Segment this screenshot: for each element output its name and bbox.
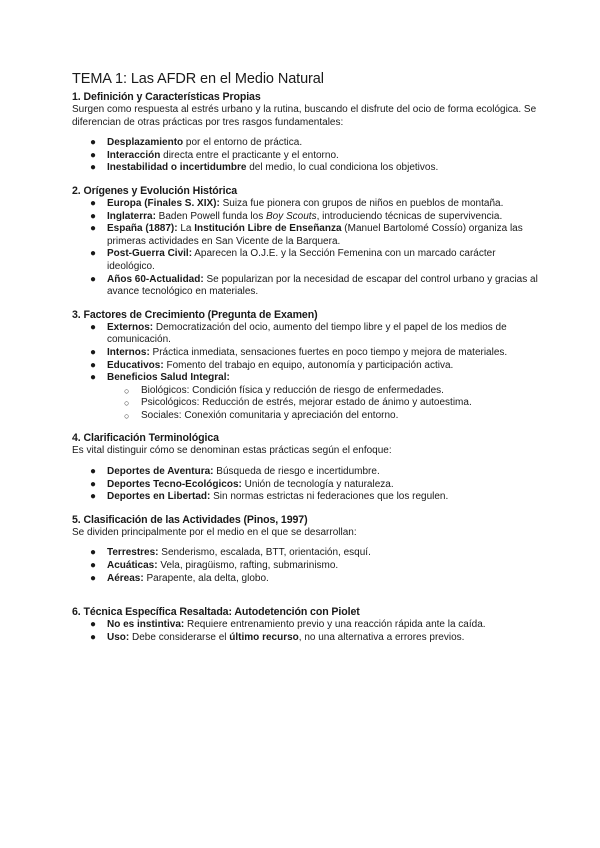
hollow-bullet-icon: ○ xyxy=(124,385,130,396)
list-item: ● Interacción directa entre el practicante y el entorno. xyxy=(90,149,339,161)
section-4-list xyxy=(72,466,542,504)
list-item: ● Beneficios Salud Integral: ○ Biológicos: Condición física y reducción de riesgo de enfermedades. ○ Psicológicos: Reducción de estrés, mejorar estado de ánimo y autoestima. ○ Sociales: Conexión comunitaria y apreciación del entorno. xyxy=(72,372,542,422)
section-3-heading: 3. Factores de Crecimiento (Pregunta de Examen) xyxy=(72,308,318,321)
list-item: ● Uso: Debe considerarse el último recurso, no una alternativa a errores previos. xyxy=(90,631,465,643)
list-item: ● Deportes en Libertad: Sin normas estrictas ni federaciones que los regulen. xyxy=(90,491,449,503)
list-item: ● Educativos: Fomento del trabajo en equipo, autonomía y participación activa. xyxy=(90,359,454,371)
section-5-intro: Se dividen principalmente por el medio en el que se desarrollan: xyxy=(72,526,357,538)
list-item: ● Aéreas: Parapente, ala delta, globo. xyxy=(90,572,269,584)
section-5-list xyxy=(72,547,542,585)
section-3-list xyxy=(72,322,542,423)
bullet-icon: ● xyxy=(90,321,97,333)
sub-list-item: ○ Biológicos: Condición física y reducción de riesgo de enfermedades. xyxy=(124,384,444,396)
bullet-icon: ● xyxy=(90,137,97,149)
bullet-icon: ● xyxy=(90,631,97,643)
list-item: ● No es instintiva: Requiere entrenamiento previo y una reacción rápida ante la caída. xyxy=(90,619,486,631)
list-item: ● Deportes Tecno-Ecológicos: Unión de tecnología y naturaleza. xyxy=(90,478,394,490)
bullet-icon: ● xyxy=(90,491,97,503)
bullet-icon: ● xyxy=(90,372,97,384)
section-1-heading: 1. Definición y Características Propias xyxy=(72,91,261,103)
section-4 xyxy=(72,432,542,503)
bullet-icon: ● xyxy=(90,210,97,222)
bullet-icon: ● xyxy=(90,248,97,260)
list-item: ● Inestabilidad o incertidumbre del medio, lo cual condiciona los objetivos. xyxy=(90,162,439,174)
section-4-heading: 4. Clarificación Terminológica xyxy=(72,432,219,445)
bullet-icon: ● xyxy=(90,273,97,285)
list-item: ● Externos: Democratización del ocio, aumento del tiempo libre y el papel de los medios de comunicación. xyxy=(90,321,507,346)
list-item: ● Desplazamiento por el entorno de práctica. xyxy=(90,137,303,149)
bullet-icon: ● xyxy=(90,466,97,478)
hollow-bullet-icon: ○ xyxy=(124,398,130,409)
document-title: TEMA 1: Las AFDR en el Medio Natural xyxy=(72,71,324,87)
section-2-heading: 2. Orígenes y Evolución Histórica xyxy=(72,184,238,197)
section-3 xyxy=(72,309,542,423)
bullet-icon: ● xyxy=(90,619,97,631)
list-item: ● Europa (Finales S. XIX): Suiza fue pionera con grupos de niños en pueblos de montaña. xyxy=(90,197,504,209)
sub-list-item: ○ Psicológicos: Reducción de estrés, mejorar estado de ánimo y autoestima. xyxy=(124,397,472,409)
bullet-icon: ● xyxy=(90,197,97,209)
section-1-list xyxy=(72,137,542,175)
bullet-icon: ● xyxy=(90,547,97,559)
bullet-icon: ● xyxy=(90,162,97,174)
list-item: ● Inglaterra: Baden Powell funda los Boy Scouts, introduciendo técnicas de supervivencia. xyxy=(90,210,503,222)
section-1-intro: Surgen como respuesta al estrés urbano y la rutina, buscando el disfrute del ocio de forma ecológica. Se diferencian de otras prácticas por tres rasgos fundamentales: xyxy=(72,104,537,128)
bullet-icon: ● xyxy=(90,346,97,358)
list-item: ● España (1887): La Institución Libre de Enseñanza (Manuel Bartolomé Cossío) organiza las primeras actividades en San Vicente de la Barquera. xyxy=(90,223,523,247)
section-1 xyxy=(72,91,542,175)
section-6-list xyxy=(72,619,542,644)
section-6-heading: 6. Técnica Específica Resaltada: Autodetención con Piolet xyxy=(72,606,360,619)
bullet-icon: ● xyxy=(90,572,97,584)
bullet-icon: ● xyxy=(90,560,97,572)
document-page xyxy=(72,71,542,654)
list-item: ● Internos: Práctica inmediata, sensaciones fuertes en poco tiempo y mejora de materiales. xyxy=(90,346,508,358)
list-item: ● Post-Guerra Civil: Aparecen la O.J.E. y la Sección Femenina con un marcado carácter ideológico. xyxy=(90,248,496,272)
list-item: ● Acuáticas: Vela, piragüismo, rafting, submarinismo. xyxy=(90,560,339,572)
bullet-icon: ● xyxy=(90,223,97,235)
sub-list-item: ○ Sociales: Conexión comunitaria y apreciación del entorno. xyxy=(124,409,399,421)
bullet-icon: ● xyxy=(90,478,97,490)
list-item: ● Años 60-Actualidad: Se popularizan por la necesidad de escapar del control urbano y gracias al avance tecnológico en materiales. xyxy=(90,273,538,298)
section-5-heading: 5. Clasificación de las Actividades (Pinos, 1997) xyxy=(72,513,308,526)
bullet-icon: ● xyxy=(90,359,97,371)
section-4-intro: Es vital distinguir cómo se denominan estas prácticas según el enfoque: xyxy=(72,445,392,457)
section-2-list xyxy=(72,198,542,299)
bullet-icon: ● xyxy=(90,149,97,161)
section-3-sublist xyxy=(107,385,542,423)
list-item: ● Terrestres: Senderismo, escalada, BTT, orientación, esquí. xyxy=(90,547,371,559)
section-2 xyxy=(72,185,542,299)
section-5 xyxy=(72,514,542,596)
hollow-bullet-icon: ○ xyxy=(124,410,130,421)
section-6 xyxy=(72,606,542,644)
list-item: ● Deportes de Aventura: Búsqueda de riesgo e incertidumbre. xyxy=(90,466,380,478)
